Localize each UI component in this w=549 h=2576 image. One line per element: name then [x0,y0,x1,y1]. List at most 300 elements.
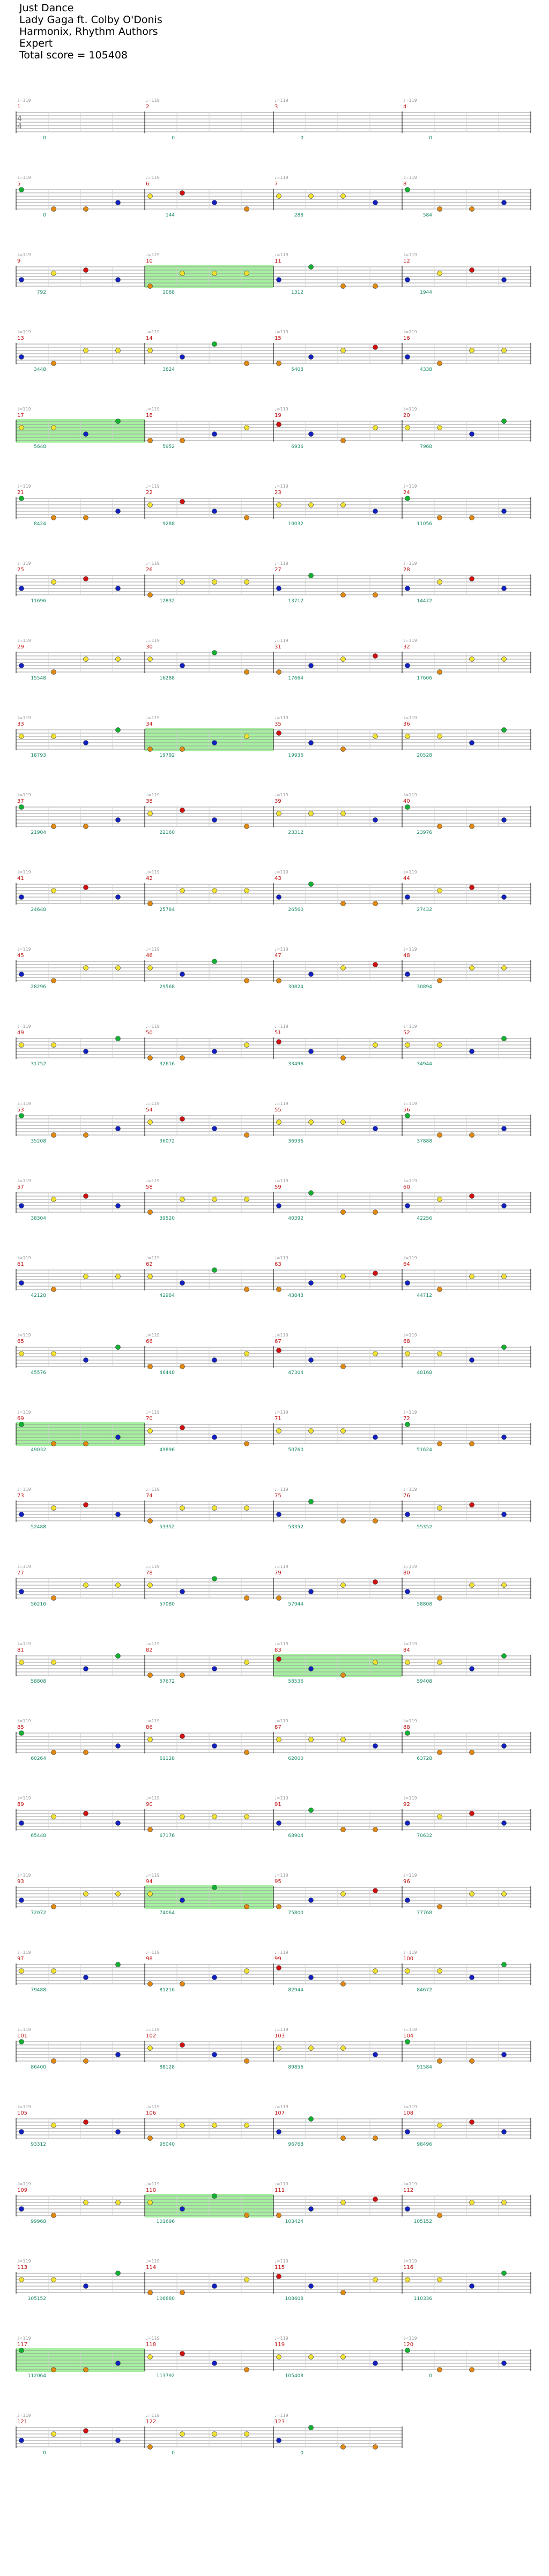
drum-note [19,1281,24,1286]
score-label: 113792 [156,2373,175,2379]
score-label: 1088 [162,290,175,295]
drum-note [180,1364,185,1369]
measure-number: 59 [274,1184,281,1190]
drum-note [437,580,442,585]
drum-note [373,1580,378,1585]
drum-note [437,1969,442,1974]
measure-number: 79 [274,1570,281,1576]
tempo-mark: ♩=119 [17,1950,31,1955]
tempo-mark: ♩=119 [403,1719,417,1723]
drum-note [244,516,249,520]
tab-row [16,2348,531,2372]
drum-note [148,2445,153,2450]
score-label: 101696 [156,2219,175,2224]
tab-row [16,728,531,752]
drum-note [405,496,410,501]
drum-note [437,2059,442,2064]
drum-note [437,2123,442,2128]
drum-note [405,355,410,360]
drum-note [470,1194,474,1199]
drum-note [84,1442,88,1446]
drum-note [212,1744,217,1749]
drum-note [212,1197,217,1202]
drum-note [51,580,56,585]
drum-note [341,2136,346,2141]
drum-note [341,1892,346,1896]
score-label: 22160 [159,830,175,835]
drum-note [470,1583,474,1588]
drum-note [244,1352,249,1356]
tempo-mark: ♩=119 [17,98,31,103]
drum-note [470,2368,474,2372]
drum-note [51,1352,56,1356]
tab-row [16,1345,531,1369]
drum-note [470,2200,474,2205]
drum-note [148,657,153,662]
drum-note [212,1126,217,1131]
score-label: 60264 [31,1756,46,1761]
drum-note [277,811,281,816]
tempo-mark: ♩=119 [146,793,160,797]
drum-note [309,1358,314,1363]
drum-note [470,432,474,437]
drum-note [51,516,56,520]
drum-note [116,586,121,591]
score-label: 67176 [159,1833,175,1839]
drum-note [180,1117,185,1122]
drum-note [244,888,249,893]
drum-note [470,1503,474,1507]
drum-note [51,1815,56,1819]
drum-note [437,1750,442,1755]
score-label: 15548 [31,676,46,681]
drum-note [116,1126,121,1131]
drum-note [373,2052,378,2057]
drum-note [51,2278,56,2282]
drum-note [84,1892,88,1896]
drum-note [19,355,24,360]
tempo-mark: ♩=119 [17,638,31,643]
drum-note [116,278,121,282]
drum-note [309,2207,314,2212]
drum-note [502,1036,507,1041]
drum-note [51,1197,56,1202]
measure-number: 31 [274,644,281,650]
drum-note [19,972,24,977]
tempo-mark: ♩=119 [403,715,417,720]
measure-number: 39 [274,798,281,804]
score-label: 18793 [31,753,46,758]
measure-number: 101 [17,2033,28,2039]
tempo-mark: ♩=119 [274,1410,288,1415]
measure-number: 33 [17,721,24,727]
tempo-mark: ♩=119 [17,2259,31,2264]
drum-note [502,895,507,900]
tab-row [16,1577,531,1601]
score-label: 584 [422,213,432,218]
score-label: 0 [172,136,175,141]
score-label: 48168 [417,1370,432,1376]
drum-note [341,1583,346,1588]
tab-row [16,1191,531,1215]
drum-note [405,425,410,430]
tempo-mark: ♩=119 [403,2336,417,2341]
drum-note [470,657,474,662]
drum-note [148,2136,153,2141]
tempo-mark: ♩=119 [274,1873,288,1878]
drum-note [502,1126,507,1131]
drum-note [180,663,185,668]
score-label: 59408 [417,1679,432,1684]
measure-number: 96 [403,1879,410,1885]
tab-row [16,1036,531,1061]
drum-note [470,2284,474,2289]
tempo-mark: ♩=119 [146,1487,160,1492]
measure-number: 67 [274,1339,281,1345]
measure-number: 95 [274,1879,281,1885]
drum-note [373,284,378,289]
drum-note [277,1348,281,1353]
score-label: 19936 [288,753,303,758]
tempo-mark: ♩=119 [146,1333,160,1338]
score-label: 26560 [288,907,303,913]
drum-note [212,1815,217,1819]
measure-number: 19 [274,413,281,419]
score-label: 112064 [27,2373,46,2379]
drum-note [19,496,24,501]
drum-note [19,2040,24,2044]
drum-note [437,1905,442,1909]
score-label: 81216 [159,1988,175,1993]
drum-note [84,1049,88,1054]
score-label: 5952 [162,444,175,450]
tempo-mark: ♩=119 [146,1950,160,1955]
tempo-mark: ♩=119 [403,1796,417,1801]
drum-note [51,2213,56,2218]
drum-note [148,1056,153,1061]
measure-number: 24 [403,490,410,496]
measure-number: 21 [17,490,24,496]
drum-note [502,1744,507,1749]
drum-note [309,972,314,977]
drum-note [502,1892,507,1896]
drum-note [470,1442,474,1446]
drum-note [84,657,88,662]
drum-note [277,1204,281,1208]
drum-note [84,1667,88,1671]
drum-note [51,979,56,983]
drum-note [212,741,217,745]
drum-note [470,824,474,829]
score-label: 77768 [417,1910,432,1916]
tab-row [16,882,531,906]
drum-note [502,1274,507,1279]
drum-note [277,1657,281,1662]
measure-number: 38 [146,798,153,804]
drum-note [244,1905,249,1909]
drum-note [502,278,507,282]
drum-note [51,425,56,430]
measure-number: 74 [146,1493,153,1499]
drum-note [51,207,56,212]
drum-note [502,818,507,823]
tempo-mark: ♩=119 [17,1641,31,1646]
drum-note [84,1750,88,1755]
tab-row [16,573,531,598]
drum-note [84,966,88,970]
drum-note [116,1274,121,1279]
drum-note [244,2278,249,2282]
drum-note [212,2361,217,2366]
drum-note [309,2117,314,2122]
score-label: 56216 [31,1602,46,1607]
drum-note [212,818,217,823]
measure-number: 32 [403,644,410,650]
drum-note [277,422,281,427]
drum-note [116,2271,121,2276]
score-label: 3448 [34,367,46,372]
drum-note [341,1364,346,1369]
drum-note [148,593,153,598]
drum-note [309,432,314,437]
drum-note [373,2197,378,2202]
drum-note [244,2368,249,2372]
drum-note [19,1589,24,1594]
drum-note [180,1898,185,1903]
drum-note [84,2200,88,2205]
tempo-mark: ♩=119 [403,1641,417,1646]
tempo-mark: ♩=119 [403,407,417,412]
drum-note [341,1519,346,1524]
measure-number: 121 [17,2419,28,2425]
drum-note [244,1442,249,1446]
tempo-mark: ♩=119 [403,1178,417,1183]
drum-note [84,2368,88,2372]
score-label: 27432 [417,907,432,913]
measure-number: 117 [17,2342,28,2348]
measure-number: 112 [403,2187,414,2193]
drum-note [437,1352,442,1356]
tempo-mark: ♩=119 [274,2336,288,2341]
drum-note [437,361,442,366]
drum-note [437,734,442,739]
drum-note [148,1210,153,1215]
drum-note [51,2123,56,2128]
tempo-mark: ♩=119 [17,1024,31,1029]
tempo-mark: ♩=119 [17,252,31,257]
drum-note [148,503,153,507]
score-label: 57944 [288,1602,303,1607]
total-score: Total score = 105408 [19,49,128,61]
drum-note [470,1133,474,1138]
drum-note [341,1120,346,1125]
drum-note [148,1737,153,1742]
drum-note [470,516,474,520]
drum-note [244,2123,249,2128]
score-label: 32616 [159,1062,175,1067]
measure-number: 86 [146,1724,153,1730]
tempo-mark: ♩=119 [146,638,160,643]
drum-note [19,1660,24,1665]
tempo-mark: ♩=119 [403,1410,417,1415]
tempo-mark: ♩=119 [146,2027,160,2032]
tab-row [16,1731,531,1755]
measure-number: 14 [146,335,153,341]
tab-row [16,419,531,443]
tempo-mark: ♩=119 [146,175,160,180]
drum-note [470,1274,474,1279]
drum-note [51,1750,56,1755]
measure-number: 48 [403,953,410,959]
drum-note [244,1287,249,1292]
drum-note [19,2207,24,2212]
score-label: 108608 [285,2296,303,2302]
tempo-mark: ♩=119 [274,1101,288,1106]
drum-note [405,1898,410,1903]
drum-note [437,824,442,829]
drum-note [277,2213,281,2218]
score-label: 58808 [31,1679,46,1684]
drum-note [180,438,185,443]
score-label: 34944 [417,1062,432,1067]
drum-note [180,2351,185,2356]
drum-note [502,657,507,662]
measure-number: 100 [403,1956,414,1962]
score-label: 47304 [288,1370,303,1376]
score-label: 45576 [31,1370,46,1376]
drum-note [212,271,217,276]
measure-number: 119 [274,2342,285,2348]
drum-note [341,2445,346,2450]
measure-number: 63 [274,1261,281,1267]
score-label: 57672 [159,1679,175,1684]
tempo-mark: ♩=119 [146,1101,160,1106]
tempo-mark: ♩=119 [146,98,160,103]
drum-note [309,1499,314,1504]
tempo-mark: ♩=119 [17,1487,31,1492]
drum-note [51,2368,56,2372]
drum-note [341,811,346,816]
drum-note [405,1969,410,1974]
measure-number: 40 [403,798,410,804]
score-label: 9288 [162,521,175,527]
score-label: 11056 [417,521,432,527]
measure-number: 36 [403,721,410,727]
drum-note [180,499,185,504]
drum-note [341,503,346,507]
drum-note [51,734,56,739]
measure-number: 81 [17,1647,24,1653]
drum-note [373,1043,378,1048]
drum-note [309,1191,314,1196]
drum-note [212,2432,217,2437]
score-label: 63728 [417,1756,432,1761]
score-label: 49896 [159,1447,175,1453]
drum-note [277,1596,281,1601]
drum-note [212,1435,217,1440]
measure-number: 84 [403,1647,410,1653]
drum-note [116,2130,121,2134]
drum-note [277,2438,281,2443]
drum-note [277,361,281,366]
tab-row [16,265,531,289]
drum-note [19,1422,24,1427]
drum-note [502,1654,507,1659]
drum-note [277,1287,281,1292]
tab-row [16,1654,531,1678]
drum-note [148,194,153,199]
drum-note [309,1429,314,1433]
drum-note [309,1589,314,1594]
measure-number: 44 [403,876,410,882]
drum-note [51,1442,56,1446]
drum-note [405,1731,410,1736]
drum-note [116,1962,121,1967]
score-label: 5648 [34,444,46,450]
tempo-mark: ♩=119 [17,1178,31,1183]
tempo-mark: ♩=119 [403,1487,417,1492]
score-label: 792 [36,290,46,295]
score-label: 17664 [288,676,303,681]
measure-number: 60 [403,1184,410,1190]
drum-note [373,1827,378,1832]
score-label: 95040 [159,2142,175,2147]
tempo-mark: ♩=119 [146,1178,160,1183]
measure-number: 34 [146,721,153,727]
drum-note [470,1049,474,1054]
score-label: 4338 [420,367,432,372]
drum-note [309,503,314,507]
drum-note [180,191,185,196]
tempo-mark: ♩=119 [146,715,160,720]
drum-note [341,1737,346,1742]
measure-number: 18 [146,413,153,419]
tempo-mark: ♩=119 [17,484,31,489]
score-label: 72072 [31,1910,46,1916]
drum-note [180,808,185,813]
measure-number: 83 [274,1647,281,1653]
measure-number: 58 [146,1184,153,1190]
drum-note [405,663,410,668]
tempo-mark: ♩=119 [403,484,417,489]
drum-note [148,747,153,752]
measure-number: 110 [146,2187,157,2193]
drum-note [437,888,442,893]
score-label: 105152 [413,2219,432,2224]
drum-note [244,734,249,739]
drum-note [180,1589,185,1594]
drum-note [502,419,507,424]
drum-note [309,194,314,199]
measure-number: 116 [403,2265,414,2271]
drum-note [373,2445,378,2450]
drum-note [341,2200,346,2205]
score-label: 11696 [31,599,46,604]
drum-note [51,2432,56,2437]
score-label: 74064 [159,1910,175,1916]
measure-number: 61 [17,1261,24,1267]
drum-note [212,1667,217,1671]
drum-note [437,271,442,276]
drum-note [212,2194,217,2199]
tab-row [16,188,531,212]
drum-note [19,1512,24,1517]
score-label: 17606 [417,676,432,681]
score-label: 1312 [291,290,303,295]
drum-note [116,818,121,823]
drum-note [116,1204,121,1208]
tempo-mark: ♩=119 [146,484,160,489]
